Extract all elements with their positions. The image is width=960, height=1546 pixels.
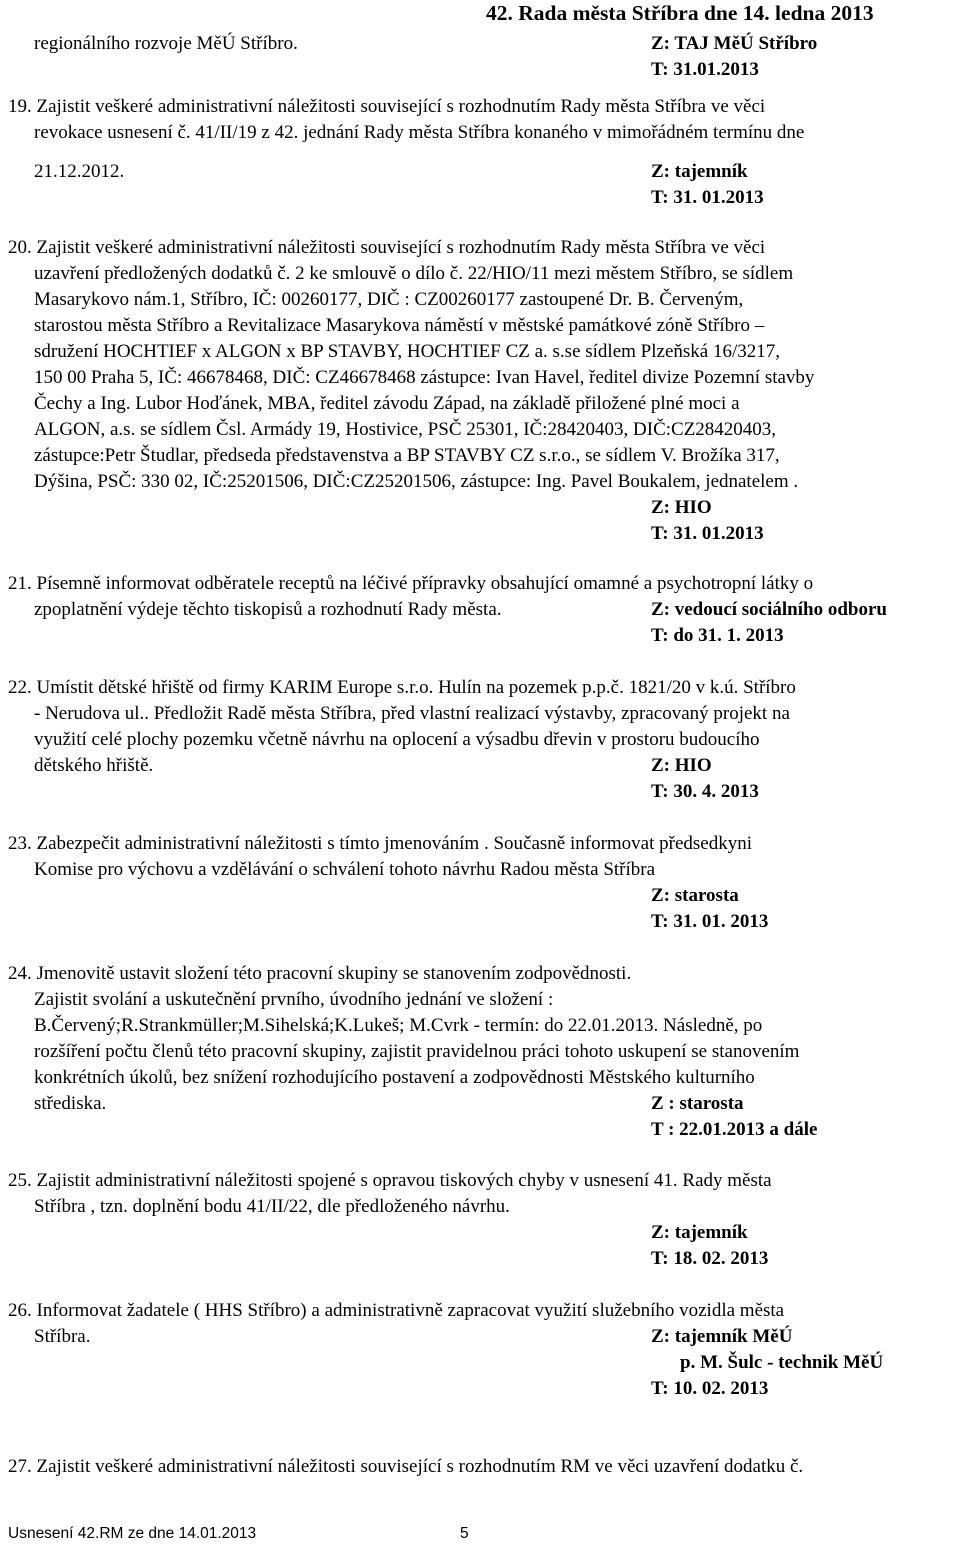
item-22-line-4: dětského hřiště.	[34, 755, 154, 776]
item-26-assignee: Z: tajemník MěÚ	[651, 1326, 793, 1347]
item-25-line-2: Stříbra , tzn. doplnění bodu 41/II/22, dle předloženého návrhu.	[34, 1196, 510, 1217]
item-23-line-2: Komise pro výchovu a vzdělávání o schválení tohoto návrhu Radou města Stříbra	[34, 859, 656, 880]
item-27-line-1: 27. Zajistit veškeré administrativní náležitosti související s rozhodnutím RM ve věci uzavření dodatku č.	[8, 1456, 804, 1477]
item-20-line-10: Dýšina, PSČ: 330 02, IČ:25201506, DIČ:CZ25201506, zástupce: Ing. Pavel Boukalem, jednatelem .	[34, 471, 799, 492]
item-26-assignee-2: p. M. Šulc - technik MěÚ	[680, 1352, 884, 1373]
page-title: 42. Rada města Stříbra dne 14. ledna 2013	[486, 1, 874, 25]
item-20-line-6: 150 00 Praha 5, IČ: 46678468, DIČ: CZ46678468 zástupce: Ivan Havel, ředitel divize Pozemní stavby	[34, 367, 815, 388]
item-20-line-4: starostou města Stříbro a Revitalizace Masarykova náměstí v městské památkové zóně Stříbro –	[34, 315, 765, 336]
item-24-line-3: B.Červený;R.Strankmüller;M.Sihelská;K.Lukeš; M.Cvrk - termín: do 22.01.2013. Následně, po	[34, 1015, 763, 1036]
item-22-assignee: Z: HIO	[651, 755, 712, 776]
previous-item-deadline: T: 31.01.2013	[651, 59, 759, 80]
item-24-deadline: T : 22.01.2013 a dále	[651, 1119, 818, 1140]
item-19-line-2: revokace usnesení č. 41/II/19 z 42. jednání Rady města Stříbra konaného v mimořádném termínu dne	[34, 122, 805, 143]
item-19-line-1: 19. Zajistit veškeré administrativní náležitosti související s rozhodnutím Rady města Stříbra ve věci	[8, 96, 766, 117]
item-21-line-2: zpoplatnění výdeje těchto tiskopisů a rozhodnutí Rady města.	[34, 599, 502, 620]
item-24-assignee: Z : starosta	[651, 1093, 744, 1114]
item-26-line-1: 26. Informovat žadatele ( HHS Stříbro) a administrativně zapracovat využití služebního vozidla města	[8, 1300, 785, 1321]
previous-item-assignee: Z: TAJ MěÚ Stříbro	[651, 33, 818, 54]
item-25-line-1: 25. Zajistit administrativní náležitosti spojené s opravou tiskových chyby v usnesení 41. Rady města	[8, 1170, 772, 1191]
item-20-deadline: T: 31. 01.2013	[651, 523, 764, 544]
item-22-line-1: 22. Umístit dětské hřiště od firmy KARIM Europe s.r.o. Hulín na pozemek p.p.č. 1821/20 v k.ú. Stříbro	[8, 677, 796, 698]
item-25-deadline: T: 18. 02. 2013	[651, 1248, 769, 1269]
item-19-assignee: Z: tajemník	[651, 161, 748, 182]
item-20-line-7: Čechy a Ing. Lubor Hoďánek, MBA, ředitel závodu Západ, na základě přiložené plné moci a	[34, 393, 740, 414]
item-22-line-2: - Nerudova ul.. Předložit Radě města Stříbra, před vlastní realizací výstavby, zpracovaný projekt na	[34, 703, 790, 724]
item-19-deadline: T: 31. 01.2013	[651, 187, 764, 208]
item-24-line-5: konkrétních úkolů, bez snížení rozhodujícího postavení a zodpovědnosti Městského kulturního	[34, 1067, 755, 1088]
footer-label: Usnesení 42.RM ze dne 14.01.2013	[8, 1525, 257, 1542]
item-20-assignee: Z: HIO	[651, 497, 712, 518]
previous-item-tail: regionálního rozvoje MěÚ Stříbro.	[34, 33, 298, 54]
item-24-line-4: rozšíření počtu členů této pracovní skupiny, zajistit pravidelnou práci tohoto uskupení se stanovením	[34, 1041, 800, 1062]
item-20-line-2: uzavření předložených dodatků č. 2 ke smlouvě o dílo č. 22/HIO/11 mezi městem Stříbro, se sídlem	[34, 263, 794, 284]
item-20-line-5: sdružení HOCHTIEF x ALGON x BP STAVBY, HOCHTIEF CZ a. s.se sídlem Plzeňská 16/3217,	[34, 341, 780, 362]
item-23-deadline: T: 31. 01. 2013	[651, 911, 769, 932]
item-21-assignee: Z: vedoucí sociálního odboru	[651, 599, 887, 620]
item-21-line-1: 21. Písemně informovat odběratele receptů na léčivé přípravky obsahující omamné a psychotropní látky o	[8, 573, 814, 594]
item-26-deadline: T: 10. 02. 2013	[651, 1378, 769, 1399]
item-20-line-3: Masarykovo nám.1, Stříbro, IČ: 00260177, DIČ : CZ00260177 zastoupené Dr. B. Červeným,	[34, 289, 744, 310]
page-number: 5	[460, 1525, 469, 1542]
item-23-assignee: Z: starosta	[651, 885, 739, 906]
item-19-line-3: 21.12.2012.	[34, 161, 125, 182]
item-20-line-1: 20. Zajistit veškeré administrativní náležitosti související s rozhodnutím Rady města Stříbra ve věci	[8, 237, 766, 258]
item-22-deadline: T: 30. 4. 2013	[651, 781, 759, 802]
item-23-line-1: 23. Zabezpečit administrativní náležitosti s tímto jmenováním . Současně informovat předsedkyni	[8, 833, 752, 854]
item-20-line-9: zástupce:Petr Študlar, předseda představenstva a BP STAVBY CZ s.r.o., se sídlem V. Brožíka 317,	[34, 445, 780, 466]
item-24-line-1: 24. Jmenovitě ustavit složení této pracovní skupiny se stanovením zodpovědnosti.	[8, 963, 632, 984]
item-21-deadline: T: do 31. 1. 2013	[651, 625, 784, 646]
item-24-line-6: střediska.	[34, 1093, 107, 1114]
item-26-line-2: Stříbra.	[34, 1326, 91, 1347]
item-24-line-2: Zajistit svolání a uskutečnění prvního, úvodního jednání ve složení :	[34, 989, 554, 1010]
item-25-assignee: Z: tajemník	[651, 1222, 748, 1243]
item-20-line-8: ALGON, a.s. se sídlem Čsl. Armády 19, Hostivice, PSČ 25301, IČ:28420403, DIČ:CZ28420403,	[34, 419, 777, 440]
item-22-line-3: využití celé plochy pozemku včetně návrhu na oplocení a výsadbu dřevin v prostoru budoucího	[34, 729, 760, 750]
